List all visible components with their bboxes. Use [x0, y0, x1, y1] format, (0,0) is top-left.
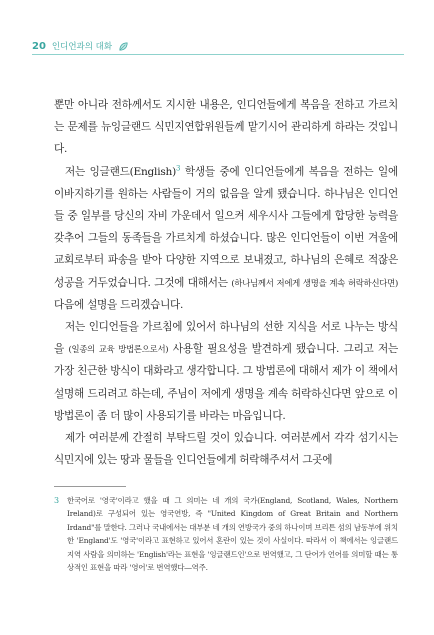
footnote-text: 한국어로 '영국'이라고 했을 때 그 의미는 네 개의 국가(England, Scotland, Wales, Northern Ireland)로 구성되어 있는 영국연방, 즉 "United Kingdom of Great Britain and Northern Irdand"를 말한다. 그러나 국내에서는 대부분 네 개의 연방국가 중의 하나이며 브리튼 섬의 남동부에 위치한 'England'도 '영국'이라고 표현하고 있어서 혼란이 있는 것이 사실이다. 따라서 이 책에서는 잉글랜드 지역 사람을 의미하는 'English'라는 표현을 '잉글랜드인'으로 번역했고, 그 단어가 언어를 의미할 때는 통상적인 표현을 따라 '영어'로 번역했다―역주.: [66, 496, 398, 573]
body-text: [54, 94, 398, 471]
footnote-ref[interactable]: 3: [175, 164, 181, 173]
paragraph-1: 뿐만 아니라 전하께서도 지시한 내용은, 인디언들에게 복음을 전하고 가르치는 문제를 뉴잉글랜드 식민지연합위원들께 맡기시어 관리하게 하라는 것입니다.: [54, 99, 398, 156]
paragraph-4: 제가 여러분께 간절히 부탁드릴 것이 있습니다. 여러분께서 각각 섬기시는 식민지에 있는 땅과 물들을 인디언들에게 허락해주셔서 그곳에: [54, 432, 398, 467]
paragraph-2: [54, 161, 398, 316]
footnote-number: 3: [54, 496, 59, 505]
page-header: [32, 40, 129, 52]
leaf-icon: [118, 41, 129, 52]
running-title: 인디언과의 대화: [51, 42, 113, 52]
paragraph-3: [54, 316, 398, 427]
paragraph-2-text-a: 저는 잉글랜드(English): [65, 165, 176, 178]
paragraph-3-text-a: 저는 인디언들을 가르침에 있어서 하나님의 선한 지식을 서로 나누는 방식을: [54, 321, 398, 356]
paragraph-3-text-b: 사용할 필요성을 발견하게 됐습니다. 그리고 저는 가장 친근한 방식이 대화라고 생각합니다. 그 방법론에 대해서 제가 이 책에서 설명해 드리려고 하는데, 주님이 저에게 생명을 계속 허락하신다면 앞으로 이 방법론이 좀 더 많이 사용되기를 바라는 마음입니다.: [54, 343, 398, 422]
paragraph-3-aside: (일종의 교육 방법론으로서): [68, 344, 169, 355]
paragraph-2-text-b: 학생들 중에 인디언들에게 복음을 전하는 일에 이바지하기를 원하는 사람들이 거의 없음을 알게 됐습니다. 하나님은 인디언들 중 일부를 당신의 자비 가운데서 일으켜 세우시사 그들에게 합당한 능력을 갖추어 그들의 동족들을 가르치게 하셨습니다. 많은 인디언들이 이번 겨울에 교회로부터 파송을 받아 다양한 지역으로 보내졌고, 하나님의 은혜로 적잖은 성공을 거두었습니다. 그것에 대해서는: [54, 165, 398, 289]
paragraph-2-aside: (하나님께서 저에게 생명을 계속 허락하신다면): [231, 277, 398, 288]
header-rule: [32, 54, 404, 55]
footnote: [54, 494, 398, 574]
paragraph-2-text-c: 다음에 설명을 드리겠습니다.: [54, 298, 184, 311]
page-number: 20: [32, 40, 46, 52]
footnote-rule: [54, 486, 126, 487]
